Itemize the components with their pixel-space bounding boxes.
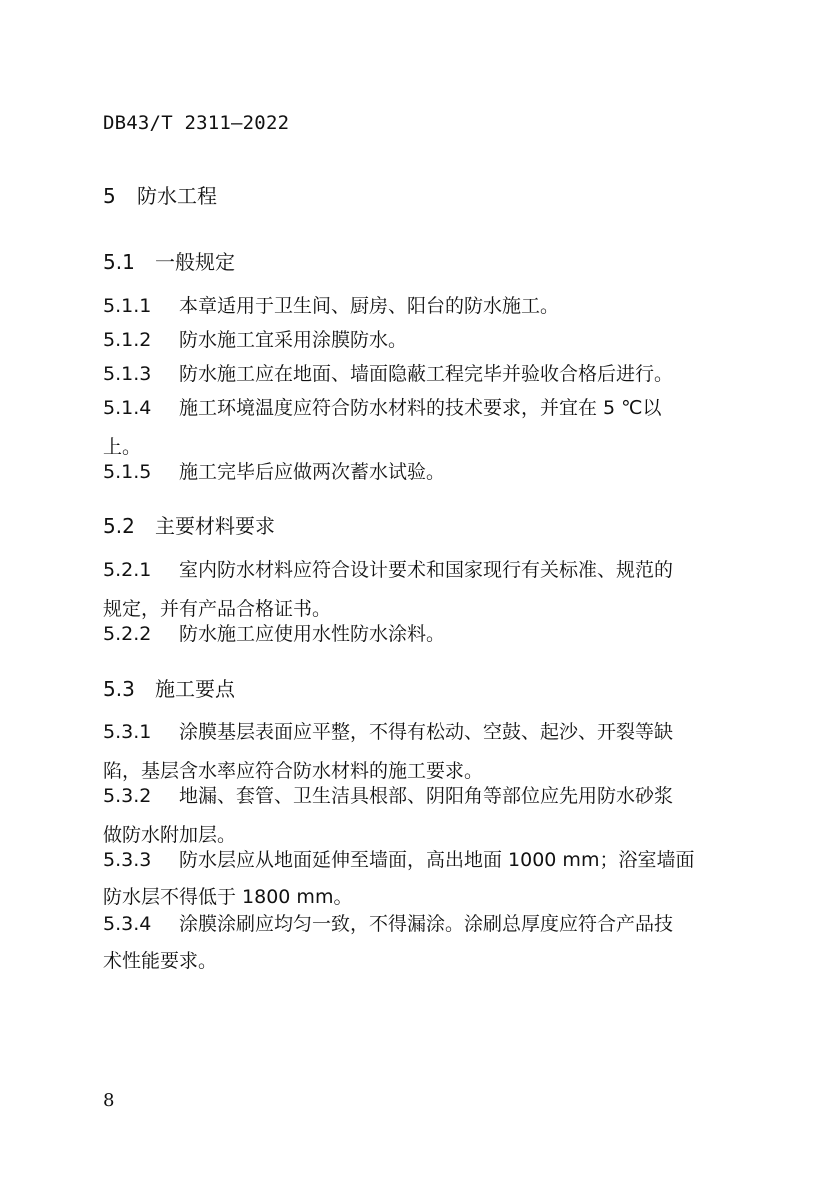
clause-number: 5.3.4 bbox=[103, 913, 152, 935]
clause-5-1-4 bbox=[103, 391, 725, 425]
clause-text: 施工环境温度应符合防水材料的技术要求，并宜在 5 ℃以 bbox=[179, 397, 662, 419]
clause-text: 室内防水材料应符合设计要术和国家现行有关标准、规范的 bbox=[179, 559, 674, 581]
clause-number: 5.3.2 bbox=[103, 785, 152, 807]
clause-5-1-2 bbox=[103, 323, 725, 357]
clause-text: 防水施工应使用水性防水涂料。 bbox=[179, 623, 446, 645]
clause-text: 防水层应从地面延伸至墙面，高出地面 1000 mm；浴室墙面 bbox=[179, 849, 695, 871]
clause-text: 施工完毕后应做两次蓄水试验。 bbox=[179, 461, 446, 483]
page-number: 8 bbox=[103, 1090, 115, 1111]
subsection-title: 施工要点 bbox=[155, 677, 235, 701]
clause-5-2-1 bbox=[103, 553, 725, 587]
clause-5-3-1 bbox=[103, 715, 725, 749]
clause-number: 5.2.1 bbox=[103, 559, 152, 581]
subsection-title: 一般规定 bbox=[155, 250, 235, 274]
clause-number: 5.3.3 bbox=[103, 849, 152, 871]
clause-text: 地漏、套管、卫生洁具根部、阴阳角等部位应先用防水砂浆 bbox=[179, 785, 674, 807]
clause-text: 涂膜涂刷应均匀一致，不得漏涂。涂刷总厚度应符合产品技 bbox=[179, 913, 674, 935]
clause-number: 5.1.5 bbox=[103, 461, 152, 483]
standard-code: DB43/T 2311—2022 bbox=[103, 112, 290, 134]
clause-5-3-4-continuation: 术性能要求。 bbox=[103, 950, 218, 972]
clause-5-2-2 bbox=[103, 617, 725, 651]
clause-number: 5.1.2 bbox=[103, 329, 152, 351]
section-title: 防水工程 bbox=[137, 184, 217, 208]
clause-text: 本章适用于卫生间、厨房、阳台的防水施工。 bbox=[179, 295, 560, 317]
clause-text: 防水施工宜采用涂膜防水。 bbox=[179, 329, 408, 351]
clause-text: 防水施工应在地面、墙面隐蔽工程完毕并验收合格后进行。 bbox=[179, 363, 674, 385]
clause-5-1-4-continuation: 上。 bbox=[103, 436, 142, 458]
clause-number: 5.1.1 bbox=[103, 295, 152, 317]
clause-5-3-1-continuation: 陷，基层含水率应符合防水材料的施工要求。 bbox=[103, 760, 484, 782]
subsection-title: 主要材料要求 bbox=[155, 514, 275, 538]
clause-5-3-2-continuation: 做防水附加层。 bbox=[103, 824, 237, 846]
clause-number: 5.1.3 bbox=[103, 363, 152, 385]
clause-5-3-3-continuation: 防水层不得低于 1800 mm。 bbox=[103, 886, 353, 908]
clause-5-3-2 bbox=[103, 779, 725, 813]
subsection-number: 5.1 bbox=[103, 250, 135, 274]
clause-5-3-3 bbox=[103, 843, 725, 877]
clause-5-2-1-continuation: 规定，并有产品合格证书。 bbox=[103, 598, 332, 620]
section-number: 5 bbox=[103, 184, 116, 208]
subsection-5-3-heading bbox=[103, 673, 235, 702]
clause-number: 5.2.2 bbox=[103, 623, 152, 645]
clause-number: 5.1.4 bbox=[103, 397, 152, 419]
clause-text: 涂膜基层表面应平整，不得有松动、空鼓、起沙、开裂等缺 bbox=[179, 721, 674, 743]
clause-5-1-5 bbox=[103, 455, 725, 489]
subsection-5-2-heading bbox=[103, 510, 275, 539]
clause-5-1-3 bbox=[103, 357, 725, 391]
clause-5-1-1 bbox=[103, 289, 725, 323]
subsection-5-1-heading bbox=[103, 246, 235, 275]
clause-5-3-4 bbox=[103, 907, 725, 941]
clause-number: 5.3.1 bbox=[103, 721, 152, 743]
subsection-number: 5.3 bbox=[103, 677, 135, 701]
section-5-heading bbox=[103, 180, 217, 209]
subsection-number: 5.2 bbox=[103, 514, 135, 538]
